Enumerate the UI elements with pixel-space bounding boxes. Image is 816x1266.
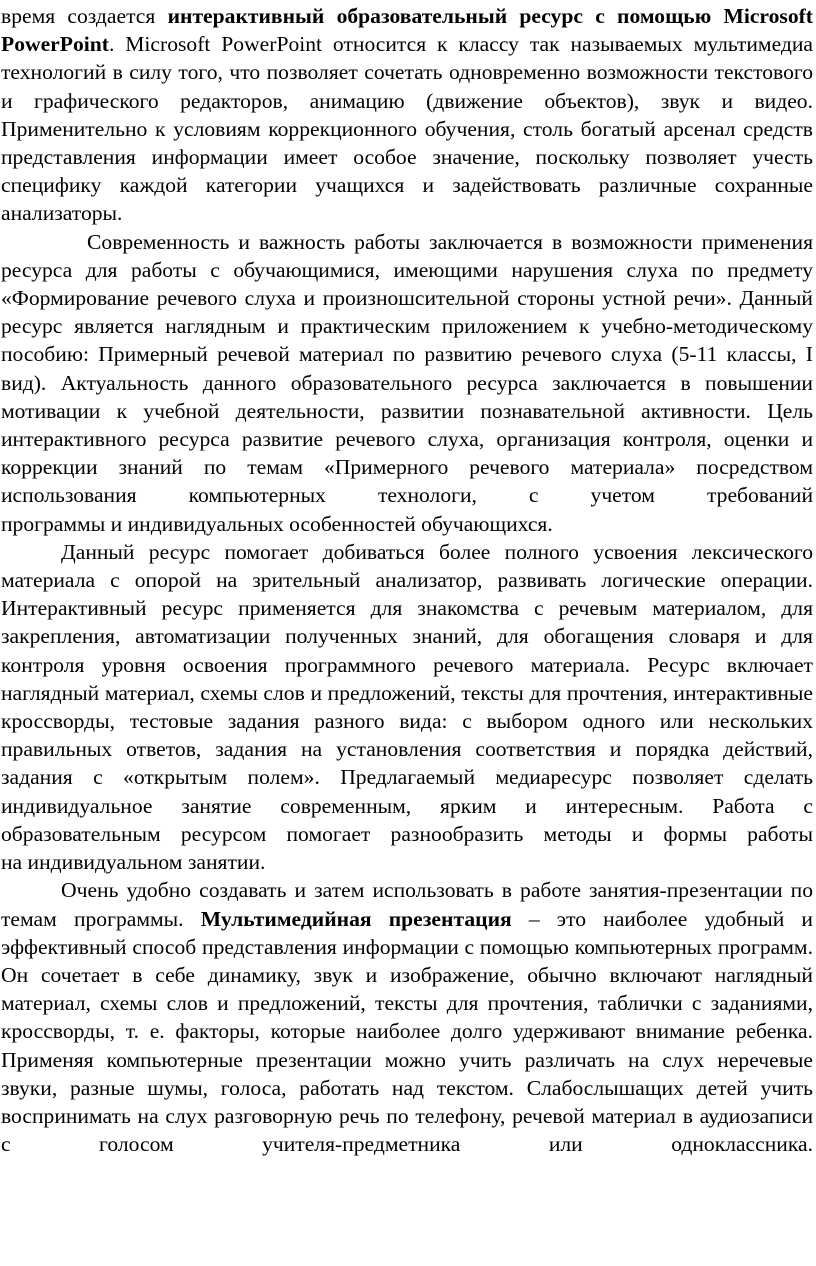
paragraph-last-line: программы и индивидуальных особенностей обучающихся. — [1, 511, 553, 536]
paragraph-multimedia-presentation — [1, 876, 813, 1158]
paragraph-relevance — [1, 228, 813, 538]
text-segment: – это наиболее удобный и эффективный способ представления информации с помощью компьютерных программ. Он сочетает в себе динамику, звук и изображение, обычно включают наглядный материал, схемы слов и предложений, тексты для прочтения, таблички с заданиями, кроссворды, т. е. факторы, которые наиболее долго удерживают внимание ребенка. Применяя компьютерные презентации можно учить различать на слух неречевые звуки, разные шумы, голоса, работать над текстом. Слабослышащих детей учить воспринимать на слух разговорную речь по телефону, речевой материал в аудиозаписи с голосом учителя-предметника или одноклассника. — [1, 906, 813, 1157]
paragraph-last-line: анализаторы. — [1, 201, 123, 226]
text-segment: Данный ресурс помогает добиваться более полного усвоения лексического материала с опорой на зрительный анализатор, развивать логические операции. Интерактивный ресурс применяется для знакомства с речевым материалом, для закрепления, автоматизации полученных знаний, для обогащения словаря и для контроля уровня освоения программного речевого материала. Ресурс включает наглядный материал, схемы слов и предложений, тексты для прочтения, интерактивные кроссворды, тестовые задания разного вида: с выбором одного или нескольких правильных ответов, задания на установления соответствия и порядка действий, задания с «открытым полем». Предлагаемый медиаресурс позволяет сделать индивидуальное занятие современным, ярким и интересным. Работа с образовательным ресурсом помогает разнообразить методы и формы работы — [1, 539, 813, 846]
paragraph-resource-benefits — [1, 538, 813, 876]
paragraph-resource-intro — [1, 2, 813, 228]
bold-term-multimedia-presentation: Мультимедийная презентация — [200, 906, 512, 931]
text-segment: Очень удобно создавать и затем использовать в работе занятия-презентации по темам программы. — [1, 878, 813, 931]
paragraph-last-line: на индивидуальном занятии. — [1, 850, 266, 875]
bold-term-interactive-resource: интерактивный образовательный ресурс с помощью Microsoft PowerPoint — [1, 4, 813, 57]
text-segment: . Microsoft PowerPoint относится к классу так называемых мультимедиа технологий в силу того, что позволяет сочетать одновременно возможности текстового и графического редакторов, анимацию (движение объектов), звук и видео. Применительно к условиям коррекционного обучения, столь богатый арсенал средств представления информации имеет особое значение, поскольку позволяет учесть специфику каждой категории учащихся и задействовать различные сохранные — [1, 32, 813, 198]
text-segment: Современность и важность работы заключается в возможности применения ресурса для работы с обучающимися, имеющими нарушения слуха по предмету «Формирование речевого слуха и произношсительной стороны устной речи». Данный ресурс является наглядным и практическим приложением к учебно-методическому пособию: Примерный речевой материал по развитию речевого слуха (5-11 классы, I вид). Актуальность данного образовательного ресурса заключается в повышении мотивации к учебной деятельности, развитии познавательной активности. Цель интерактивного ресурса развитие речевого слуха, организация контроля, оценки и коррекции знаний по темам «Примерного речевого материала» посредством использования компьютерных технологи, с учетом требований — [1, 229, 813, 508]
text-segment: время создается — [1, 4, 168, 28]
